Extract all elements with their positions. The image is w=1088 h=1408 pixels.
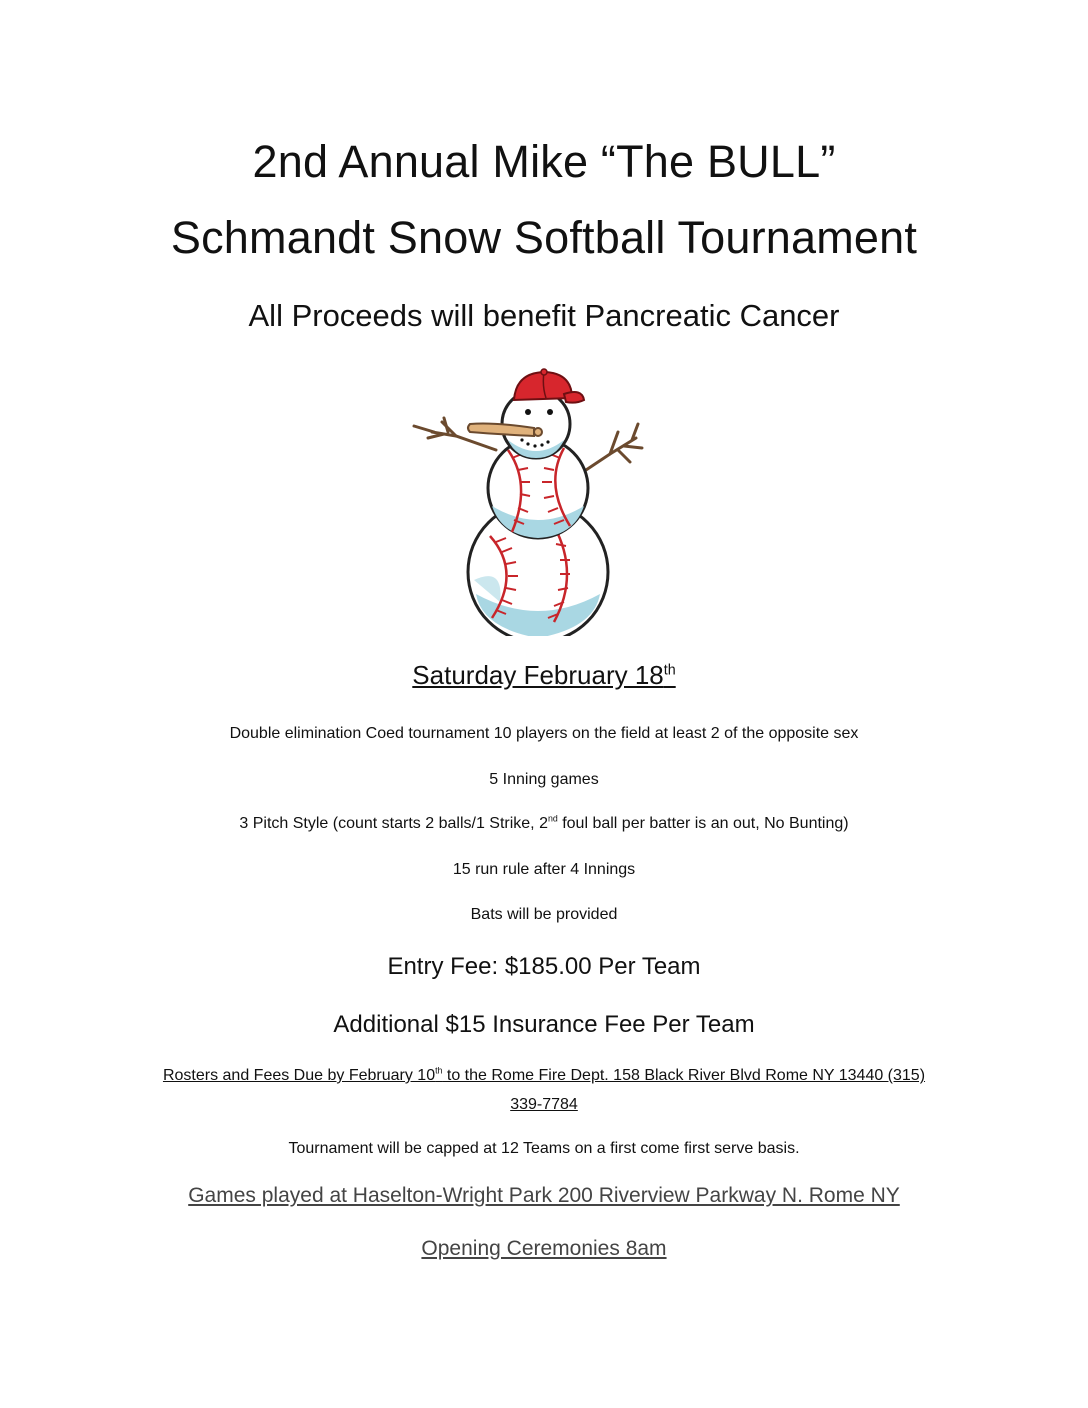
deadline-before: Rosters and Fees Due by February 10 — [162, 1067, 436, 1084]
event-date-text: Saturday February 18 — [412, 660, 664, 690]
venue-line: Games played at Haselton-Wright Park 200 Riverview Parkway N. Rome NY — [188, 1184, 900, 1207]
deadline-line-1 — [0, 1067, 1088, 1085]
deadline-sup: th — [435, 1065, 443, 1076]
pitch-style-before: 3 Pitch Style (count starts 2 balls/1 Strike, 2 — [239, 815, 548, 832]
opening-ceremonies: Opening Ceremonies 8am — [421, 1237, 667, 1260]
title-line-1: 2nd Annual Mike “The BULL” — [252, 136, 836, 187]
deadline-after: to the Rome Fire Dept. 158 Black River Blvd Rome NY 13440 (315) — [442, 1067, 926, 1084]
red-baseball-cap — [514, 369, 584, 403]
rule-innings: 5 Inning games — [489, 771, 599, 788]
title-line-2: Schmandt Snow Softball Tournament — [170, 212, 918, 263]
deadline-line-2: 339-7784 — [510, 1096, 578, 1113]
pitch-style-sup: nd — [547, 813, 558, 824]
rule-bats: Bats will be provided — [470, 906, 618, 923]
right-arm-branch — [580, 424, 642, 474]
rule-run-rule: 15 run rule after 4 Innings — [452, 861, 636, 878]
entry-fee: Entry Fee: $185.00 Per Team — [387, 953, 701, 980]
pitch-style-after: foul ball per batter is an out, No Bunting) — [557, 815, 849, 832]
rule-pitch-style — [0, 815, 1088, 833]
event-date-suffix: th — [663, 662, 676, 679]
team-cap-note: Tournament will be capped at 12 Teams on a first come first serve basis. — [288, 1140, 800, 1157]
rule-format: Double elimination Coed tournament 10 players on the field at least 2 of the opposite sex — [229, 725, 859, 742]
subtitle: All Proceeds will benefit Pancreatic Cancer — [248, 298, 840, 333]
event-date — [0, 660, 1088, 691]
insurance-fee: Additional $15 Insurance Fee Per Team — [333, 1011, 755, 1038]
snowman-baseball-illustration — [404, 366, 666, 636]
